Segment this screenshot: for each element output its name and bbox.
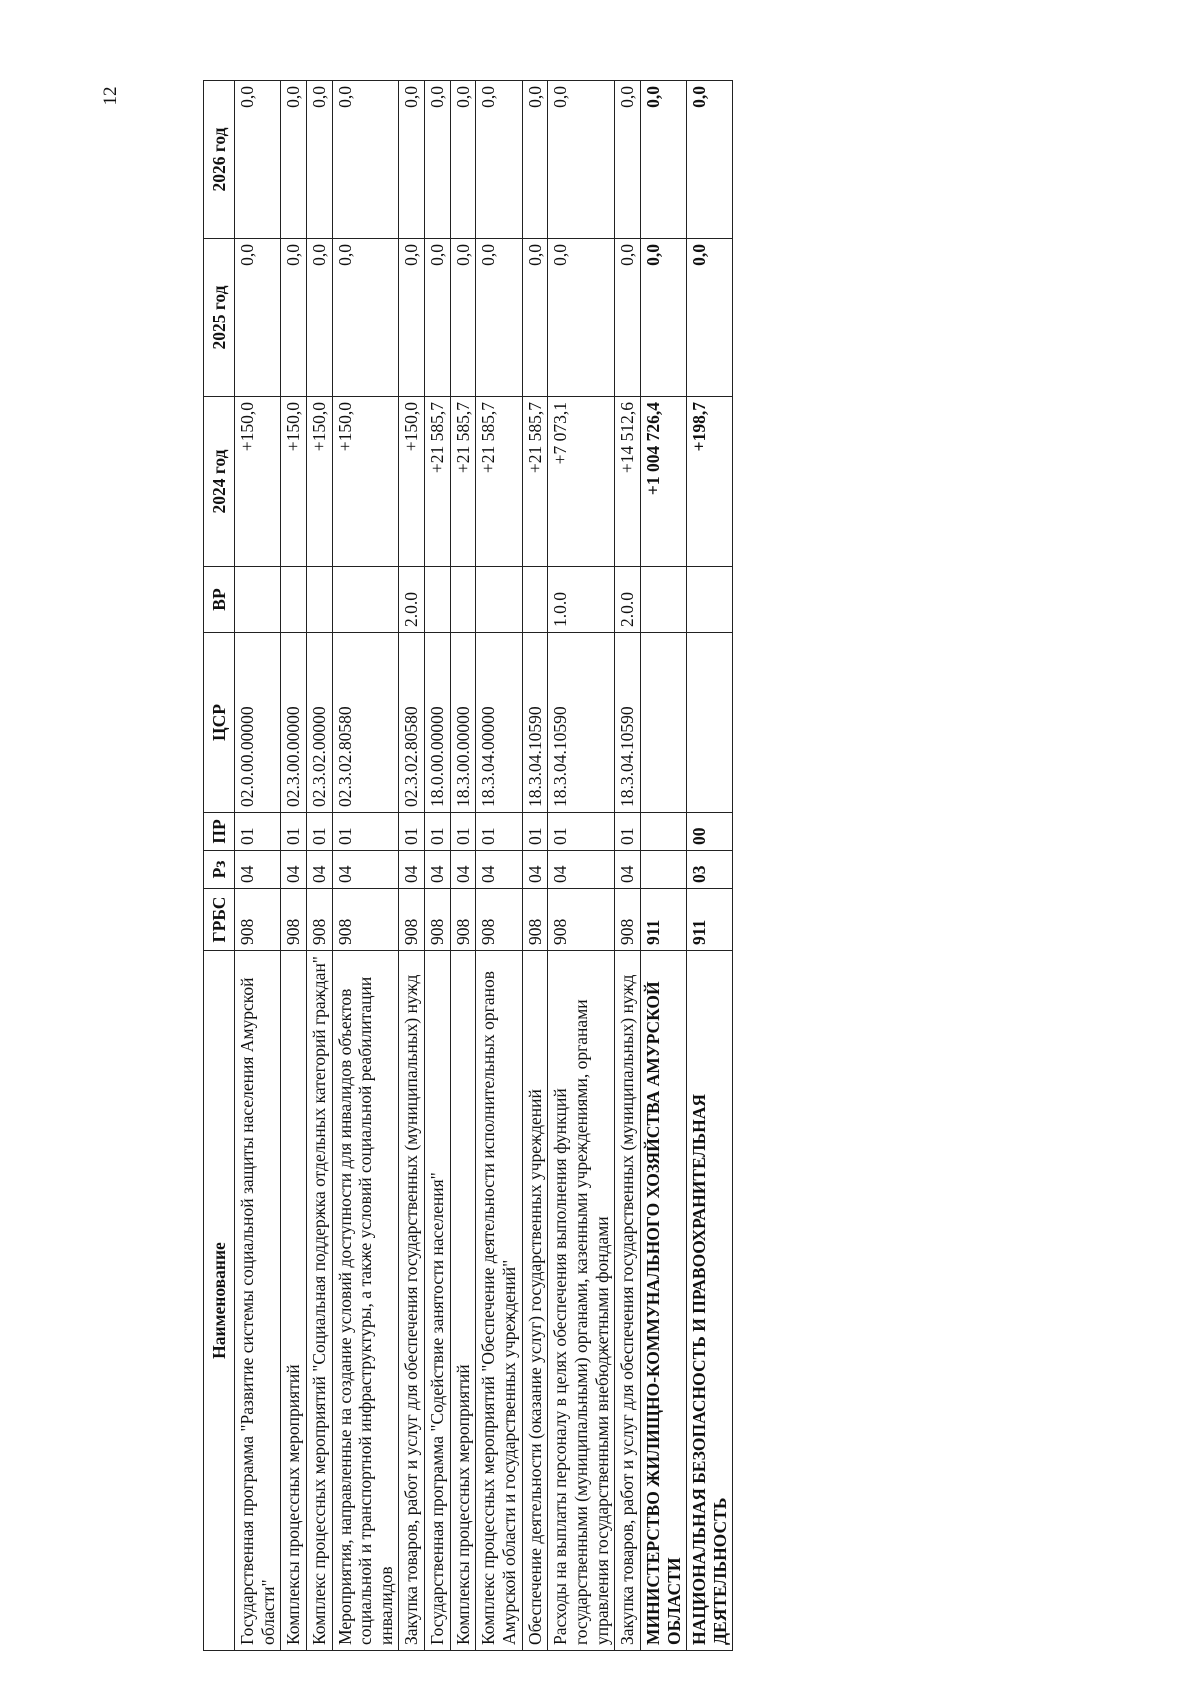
header-rz: Рз	[204, 851, 235, 889]
cell-2024: +7 073,1	[548, 397, 615, 567]
cell-2026: 0,0	[332, 81, 399, 239]
cell-grbs: 908	[399, 889, 425, 951]
table-row	[615, 81, 641, 1651]
cell-pr: 01	[281, 813, 307, 851]
cell-grbs: 908	[425, 889, 451, 951]
cell-2026: 0,0	[425, 81, 451, 239]
cell-vr	[235, 567, 281, 633]
cell-csr: 02.3.02.80580	[332, 633, 399, 813]
cell-2025: 0,0	[476, 239, 522, 397]
cell-2024: +150,0	[306, 397, 332, 567]
cell-2026: 0,0	[235, 81, 281, 239]
cell-grbs: 908	[615, 889, 641, 951]
cell-csr: 18.3.04.10590	[522, 633, 548, 813]
table-row	[640, 81, 686, 1651]
cell-2025: 0,0	[399, 239, 425, 397]
cell-2024: +21 585,7	[450, 397, 476, 567]
cell-2026: 0,0	[281, 81, 307, 239]
cell-csr	[687, 633, 733, 813]
header-2024: 2024 год	[204, 397, 235, 567]
cell-rz: 04	[399, 851, 425, 889]
cell-2025: 0,0	[425, 239, 451, 397]
cell-2024: +198,7	[687, 397, 733, 567]
cell-vr	[306, 567, 332, 633]
table-row	[548, 81, 615, 1651]
cell-name: Комплекс процессных мероприятий "Обеспечение деятельности исполнительных органов Амурской области и государственных учреждений"	[476, 951, 522, 1651]
cell-name: Комплекс процессных мероприятий "Социальная поддержка отдельных категорий граждан"	[306, 951, 332, 1651]
table-header-row	[204, 81, 235, 1651]
cell-pr: 01	[399, 813, 425, 851]
cell-vr	[281, 567, 307, 633]
cell-vr	[687, 567, 733, 633]
header-pr: ПР	[204, 813, 235, 851]
cell-vr: 2.0.0	[615, 567, 641, 633]
cell-csr: 18.3.04.00000	[476, 633, 522, 813]
cell-rz: 04	[548, 851, 615, 889]
cell-2025: 0,0	[687, 239, 733, 397]
cell-vr: 2.0.0	[399, 567, 425, 633]
cell-name: Закупка товаров, работ и услуг для обеспечения государственных (муниципальных) нужд	[615, 951, 641, 1651]
cell-rz: 04	[235, 851, 281, 889]
cell-grbs: 911	[640, 889, 686, 951]
header-2026: 2026 год	[204, 81, 235, 239]
cell-grbs: 908	[235, 889, 281, 951]
budget-table	[203, 80, 733, 1651]
table-row	[687, 81, 733, 1651]
cell-rz	[640, 851, 686, 889]
cell-2024: +21 585,7	[476, 397, 522, 567]
cell-grbs: 908	[332, 889, 399, 951]
cell-2026: 0,0	[399, 81, 425, 239]
cell-pr: 01	[235, 813, 281, 851]
cell-2026: 0,0	[548, 81, 615, 239]
cell-csr: 02.3.00.00000	[281, 633, 307, 813]
cell-vr	[522, 567, 548, 633]
cell-pr: 00	[687, 813, 733, 851]
cell-csr: 02.0.00.00000	[235, 633, 281, 813]
rotated-table-wrapper	[203, 81, 973, 1651]
cell-2024: +1 004 726,4	[640, 397, 686, 567]
cell-rz: 04	[450, 851, 476, 889]
cell-name: Обеспечение деятельности (оказание услуг) государственных учреждений	[522, 951, 548, 1651]
header-vr: ВР	[204, 567, 235, 633]
cell-grbs: 911	[687, 889, 733, 951]
cell-name: Комплексы процессных мероприятий	[450, 951, 476, 1651]
cell-vr	[332, 567, 399, 633]
cell-csr: 02.3.02.00000	[306, 633, 332, 813]
cell-2024: +150,0	[399, 397, 425, 567]
header-grbs: ГРБС	[204, 889, 235, 951]
table-row	[425, 81, 451, 1651]
table-row	[399, 81, 425, 1651]
cell-2025: 0,0	[522, 239, 548, 397]
cell-grbs: 908	[548, 889, 615, 951]
cell-csr	[640, 633, 686, 813]
cell-pr: 01	[522, 813, 548, 851]
header-csr: ЦСР	[204, 633, 235, 813]
cell-rz: 03	[687, 851, 733, 889]
cell-2026: 0,0	[687, 81, 733, 239]
cell-name: Расходы на выплаты персоналу в целях обеспечения выполнения функций государственными (муниципальными) органами, казенными учреждениями, органами управления государственными внебюджетными фондами	[548, 951, 615, 1651]
header-name: Наименование	[204, 951, 235, 1651]
cell-rz: 04	[425, 851, 451, 889]
cell-rz: 04	[332, 851, 399, 889]
cell-rz: 04	[615, 851, 641, 889]
cell-2024: +150,0	[281, 397, 307, 567]
cell-2024: +21 585,7	[425, 397, 451, 567]
cell-2025: 0,0	[615, 239, 641, 397]
cell-name: Закупка товаров, работ и услуг для обеспечения государственных (муниципальных) нужд	[399, 951, 425, 1651]
cell-pr: 01	[476, 813, 522, 851]
cell-vr	[450, 567, 476, 633]
cell-rz: 04	[522, 851, 548, 889]
cell-2024: +150,0	[235, 397, 281, 567]
cell-name: Мероприятия, направленные на создание условий доступности для инвалидов объектов социальной и транспортной инфраструктуры, а также условий социальной реабилитации инвалидов	[332, 951, 399, 1651]
cell-csr: 02.3.02.80580	[399, 633, 425, 813]
cell-grbs: 908	[450, 889, 476, 951]
table-row	[332, 81, 399, 1651]
cell-vr: 1.0.0	[548, 567, 615, 633]
table-row	[306, 81, 332, 1651]
cell-csr: 18.3.04.10590	[615, 633, 641, 813]
cell-2026: 0,0	[640, 81, 686, 239]
header-2025: 2025 год	[204, 239, 235, 397]
table-row	[235, 81, 281, 1651]
cell-name: Комплексы процессных мероприятий	[281, 951, 307, 1651]
cell-grbs: 908	[522, 889, 548, 951]
cell-rz: 04	[306, 851, 332, 889]
cell-2026: 0,0	[450, 81, 476, 239]
cell-pr: 01	[450, 813, 476, 851]
cell-pr: 01	[332, 813, 399, 851]
cell-2025: 0,0	[235, 239, 281, 397]
cell-2025: 0,0	[281, 239, 307, 397]
cell-name: МИНИСТЕРСТВО ЖИЛИЩНО-КОММУНАЛЬНОГО ХОЗЯЙСТВА АМУРСКОЙ ОБЛАСТИ	[640, 951, 686, 1651]
cell-2024: +14 512,6	[615, 397, 641, 567]
cell-2024: +150,0	[332, 397, 399, 567]
cell-pr: 01	[615, 813, 641, 851]
cell-2026: 0,0	[306, 81, 332, 239]
cell-pr: 01	[548, 813, 615, 851]
cell-name: Государственная программа "Содействие занятости населения"	[425, 951, 451, 1651]
table-row	[281, 81, 307, 1651]
cell-2026: 0,0	[615, 81, 641, 239]
table-row	[476, 81, 522, 1651]
cell-2026: 0,0	[522, 81, 548, 239]
table-row	[450, 81, 476, 1651]
cell-pr: 01	[425, 813, 451, 851]
cell-rz: 04	[281, 851, 307, 889]
cell-vr	[476, 567, 522, 633]
cell-2024: +21 585,7	[522, 397, 548, 567]
cell-2025: 0,0	[332, 239, 399, 397]
cell-csr: 18.3.00.00000	[450, 633, 476, 813]
cell-name: Государственная программа "Развитие системы социальной защиты населения Амурской области"	[235, 951, 281, 1651]
cell-pr	[640, 813, 686, 851]
cell-name: НАЦИОНАЛЬНАЯ БЕЗОПАСНОСТЬ И ПРАВООХРАНИТЕЛЬНАЯ ДЕЯТЕЛЬНОСТЬ	[687, 951, 733, 1651]
cell-csr: 18.3.04.10590	[548, 633, 615, 813]
table-row	[522, 81, 548, 1651]
cell-csr: 18.0.00.00000	[425, 633, 451, 813]
cell-2026: 0,0	[476, 81, 522, 239]
cell-rz: 04	[476, 851, 522, 889]
page-number: 12	[100, 86, 121, 106]
cell-grbs: 908	[306, 889, 332, 951]
table-body	[235, 81, 733, 1651]
cell-vr	[640, 567, 686, 633]
cell-2025: 0,0	[640, 239, 686, 397]
cell-2025: 0,0	[306, 239, 332, 397]
cell-grbs: 908	[281, 889, 307, 951]
cell-pr: 01	[306, 813, 332, 851]
cell-2025: 0,0	[450, 239, 476, 397]
cell-vr	[425, 567, 451, 633]
cell-2025: 0,0	[548, 239, 615, 397]
cell-grbs: 908	[476, 889, 522, 951]
